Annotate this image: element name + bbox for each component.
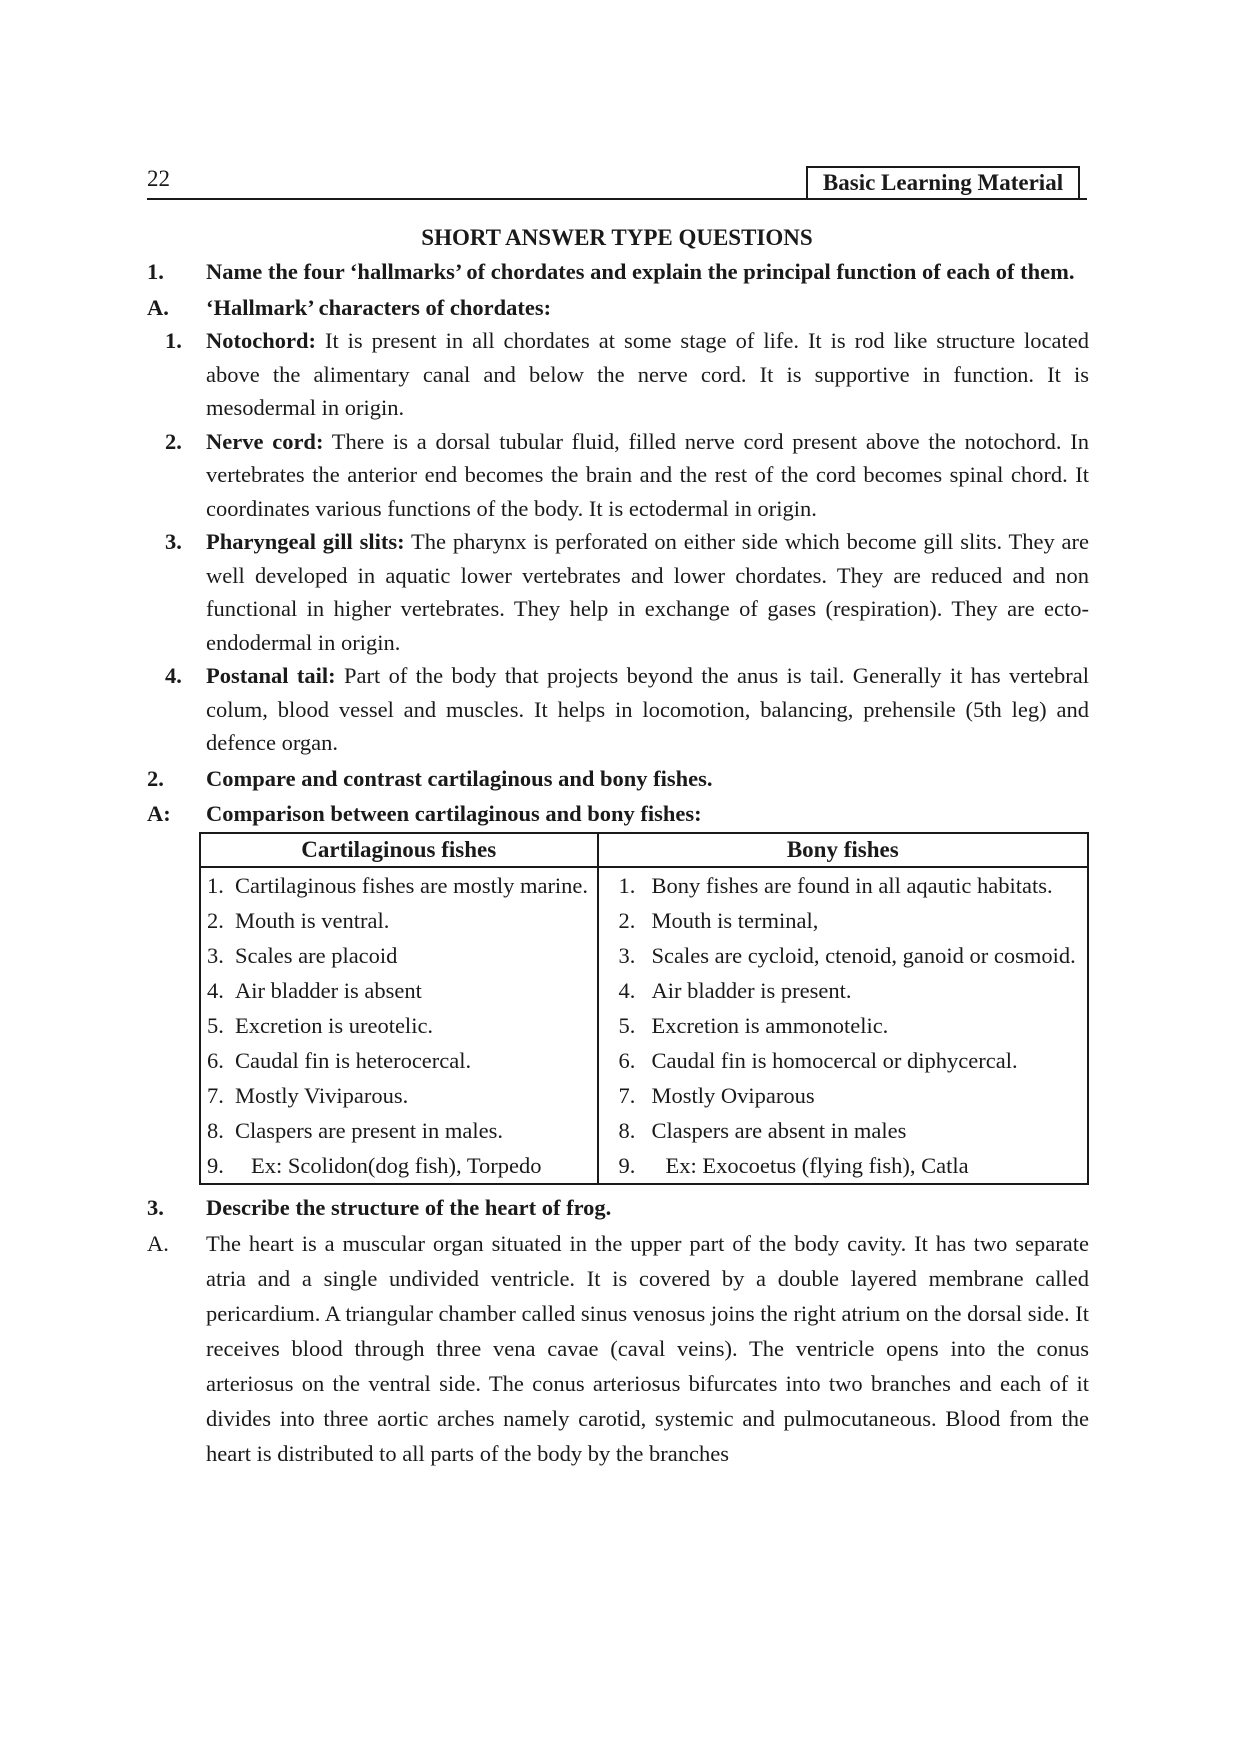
item-text: The pharynx is perforated on either side which become gill slits. They are well developed in aquatic lower vertebrates and lower chordates. They are reduced and non functional in higher vertebrates. They help in exchange of gases (respiration). They are ecto-endodermal in origin. bbox=[206, 529, 1090, 655]
cell-number: 8. bbox=[618, 1117, 636, 1143]
table-cell bbox=[598, 1113, 1089, 1148]
item-term: Postanal tail: bbox=[206, 663, 336, 688]
cell-text: Mouth is ventral. bbox=[235, 907, 390, 933]
cell-number: 4. bbox=[207, 977, 224, 1003]
item-number: 3. bbox=[165, 529, 182, 554]
item-term: Nerve cord: bbox=[206, 428, 324, 454]
item-number: 4. bbox=[165, 663, 182, 688]
table-row bbox=[200, 1043, 1088, 1078]
answer-2-heading bbox=[147, 797, 1089, 831]
hallmark-item bbox=[147, 425, 1089, 526]
cell-number: 1. bbox=[207, 872, 224, 898]
table-cell bbox=[200, 938, 598, 973]
item-number: 2. bbox=[165, 428, 182, 454]
comparison-table bbox=[199, 832, 1089, 1185]
cell-text: Scales are placoid bbox=[235, 942, 398, 968]
answer-label: A. bbox=[147, 1231, 169, 1256]
table-cell bbox=[598, 1008, 1089, 1043]
question-3 bbox=[147, 1191, 1089, 1225]
table-cell bbox=[598, 938, 1089, 973]
cell-number: 3. bbox=[207, 942, 224, 968]
question-number: 3. bbox=[147, 1194, 164, 1220]
cell-number: 5. bbox=[207, 1012, 224, 1038]
table-row bbox=[200, 867, 1088, 903]
cell-number: 1. bbox=[618, 872, 636, 898]
cell-text: Caudal fin is heterocercal. bbox=[235, 1047, 472, 1073]
table-row bbox=[200, 973, 1088, 1008]
table-cell bbox=[200, 1078, 598, 1113]
cell-text: Cartilaginous fishes are mostly marine. bbox=[235, 872, 589, 898]
item-text: There is a dorsal tubular fluid, filled nerve cord present above the notochord. In vertebrates the anterior end becomes the brain and the rest of the cord becomes spinal chord. It coordinates various functions of the body. It is ectodermal in origin. bbox=[206, 428, 1089, 521]
cell-text: Claspers are present in males. bbox=[235, 1117, 504, 1143]
table-cell bbox=[598, 973, 1089, 1008]
question-number: 1. bbox=[147, 259, 164, 284]
cell-text: Bony fishes are found in all aqautic habitats. bbox=[651, 872, 1053, 898]
answer-text: The heart is a muscular organ situated in the upper part of the body cavity. It has two separate atria and a single undivided ventricle. It is covered by a double layered membrane called pericardium. A triangular chamber called sinus venosus joins the right atrium on the dorsal side. It receives blood through three vena cavae (caval veins). The ventricle opens into the conus arteriosus on the ventral side. The conus arteriosus bifurcates into two branches and each of it divides into three aortic arches namely carotid, systemic and pulmocutaneous. Blood from the heart is distributed to all parts of the body by the branches bbox=[206, 1231, 1089, 1466]
table-cell bbox=[598, 1148, 1089, 1184]
table-cell bbox=[200, 1043, 598, 1078]
header-rule bbox=[147, 198, 1087, 200]
cell-number: 9. bbox=[207, 1152, 224, 1178]
cell-text: Mouth is terminal, bbox=[651, 907, 819, 933]
answer-label: A. bbox=[147, 294, 169, 320]
hallmark-item bbox=[147, 659, 1089, 760]
column-header: Cartilaginous fishes bbox=[200, 833, 598, 867]
answer-heading: Comparison between cartilaginous and bony fishes: bbox=[206, 801, 702, 826]
hallmark-item bbox=[147, 525, 1089, 659]
cell-text: Mostly Viviparous. bbox=[235, 1082, 409, 1108]
question-text: Describe the structure of the heart of frog. bbox=[206, 1194, 612, 1220]
cell-text: Caudal fin is homocercal or diphycercal. bbox=[651, 1047, 1018, 1073]
item-text: Part of the body that projects beyond the anus is tail. Generally it has vertebral colum, blood vessel and muscles. It helps in locomotion, balancing, prehensile (5th leg) and defence organ. bbox=[206, 663, 1089, 755]
table-cell bbox=[598, 903, 1089, 938]
item-number: 1. bbox=[165, 328, 182, 353]
column-header: Bony fishes bbox=[598, 833, 1089, 867]
cell-number: 7. bbox=[618, 1082, 636, 1108]
item-term: Notochord: bbox=[206, 328, 316, 353]
cell-number: 2. bbox=[618, 907, 636, 933]
table-cell bbox=[200, 973, 598, 1008]
table-cell bbox=[200, 1008, 598, 1043]
hallmark-item bbox=[147, 324, 1089, 425]
section-title: SHORT ANSWER TYPE QUESTIONS bbox=[421, 225, 813, 250]
cell-number: 3. bbox=[618, 942, 636, 968]
table-cell bbox=[598, 1043, 1089, 1078]
table-cell bbox=[598, 1078, 1089, 1113]
cell-number: 2. bbox=[207, 907, 224, 933]
table-cell bbox=[200, 1148, 598, 1184]
page-number: 22 bbox=[147, 166, 170, 191]
cell-text: Claspers are absent in males bbox=[651, 1117, 907, 1143]
comparison-table-wrap bbox=[199, 832, 1089, 1185]
question-2 bbox=[147, 762, 1089, 796]
cell-text: Ex: Scolidon(dog fish), Torpedo bbox=[251, 1152, 542, 1178]
table-row bbox=[200, 903, 1088, 938]
cell-text: Ex: Exocoetus (flying fish), Catla bbox=[665, 1152, 969, 1178]
item-text: It is present in all chordates at some stage of life. It is rod like structure located above the alimentary canal and below the nerve cord. It is supportive in function. It is mesodermal in origin. bbox=[206, 328, 1089, 420]
table-row bbox=[200, 1078, 1088, 1113]
table-row bbox=[200, 938, 1088, 973]
answer-1-heading bbox=[147, 291, 1089, 325]
cell-number: 8. bbox=[207, 1117, 224, 1143]
page-body bbox=[147, 255, 1089, 1471]
cell-number: 4. bbox=[618, 977, 636, 1003]
question-number: 2. bbox=[147, 765, 164, 791]
cell-text: Air bladder is absent bbox=[235, 977, 422, 1003]
item-term: Pharyngeal gill slits: bbox=[206, 529, 405, 554]
table-cell bbox=[200, 867, 598, 903]
table-cell bbox=[200, 903, 598, 938]
table-header-row bbox=[200, 833, 1088, 867]
cell-text: Excretion is ureotelic. bbox=[235, 1012, 434, 1038]
table-row bbox=[200, 1008, 1088, 1043]
table-cell bbox=[200, 1113, 598, 1148]
cell-text: Excretion is ammonotelic. bbox=[651, 1012, 889, 1038]
cell-number: 6. bbox=[207, 1047, 224, 1073]
cell-number: 7. bbox=[207, 1082, 224, 1108]
answer-3 bbox=[147, 1226, 1089, 1471]
question-1 bbox=[147, 255, 1089, 289]
question-text: Name the four ‘hallmarks’ of chordates and explain the principal function of each of them. bbox=[206, 259, 1075, 284]
answer-heading: ‘Hallmark’ characters of chordates: bbox=[206, 294, 552, 320]
cell-text: Air bladder is present. bbox=[651, 977, 852, 1003]
table-row bbox=[200, 1113, 1088, 1148]
cell-number: 6. bbox=[618, 1047, 636, 1073]
running-head: Basic Learning Material bbox=[806, 166, 1080, 198]
cell-text: Mostly Oviparous bbox=[651, 1082, 815, 1108]
table-row bbox=[200, 1148, 1088, 1184]
answer-label: A: bbox=[147, 801, 171, 826]
cell-text: Scales are cycloid, ctenoid, ganoid or cosmoid. bbox=[651, 942, 1076, 968]
question-text: Compare and contrast cartilaginous and bony fishes. bbox=[206, 765, 713, 791]
cell-number: 9. bbox=[618, 1152, 636, 1178]
cell-number: 5. bbox=[618, 1012, 636, 1038]
table-cell bbox=[598, 867, 1089, 903]
